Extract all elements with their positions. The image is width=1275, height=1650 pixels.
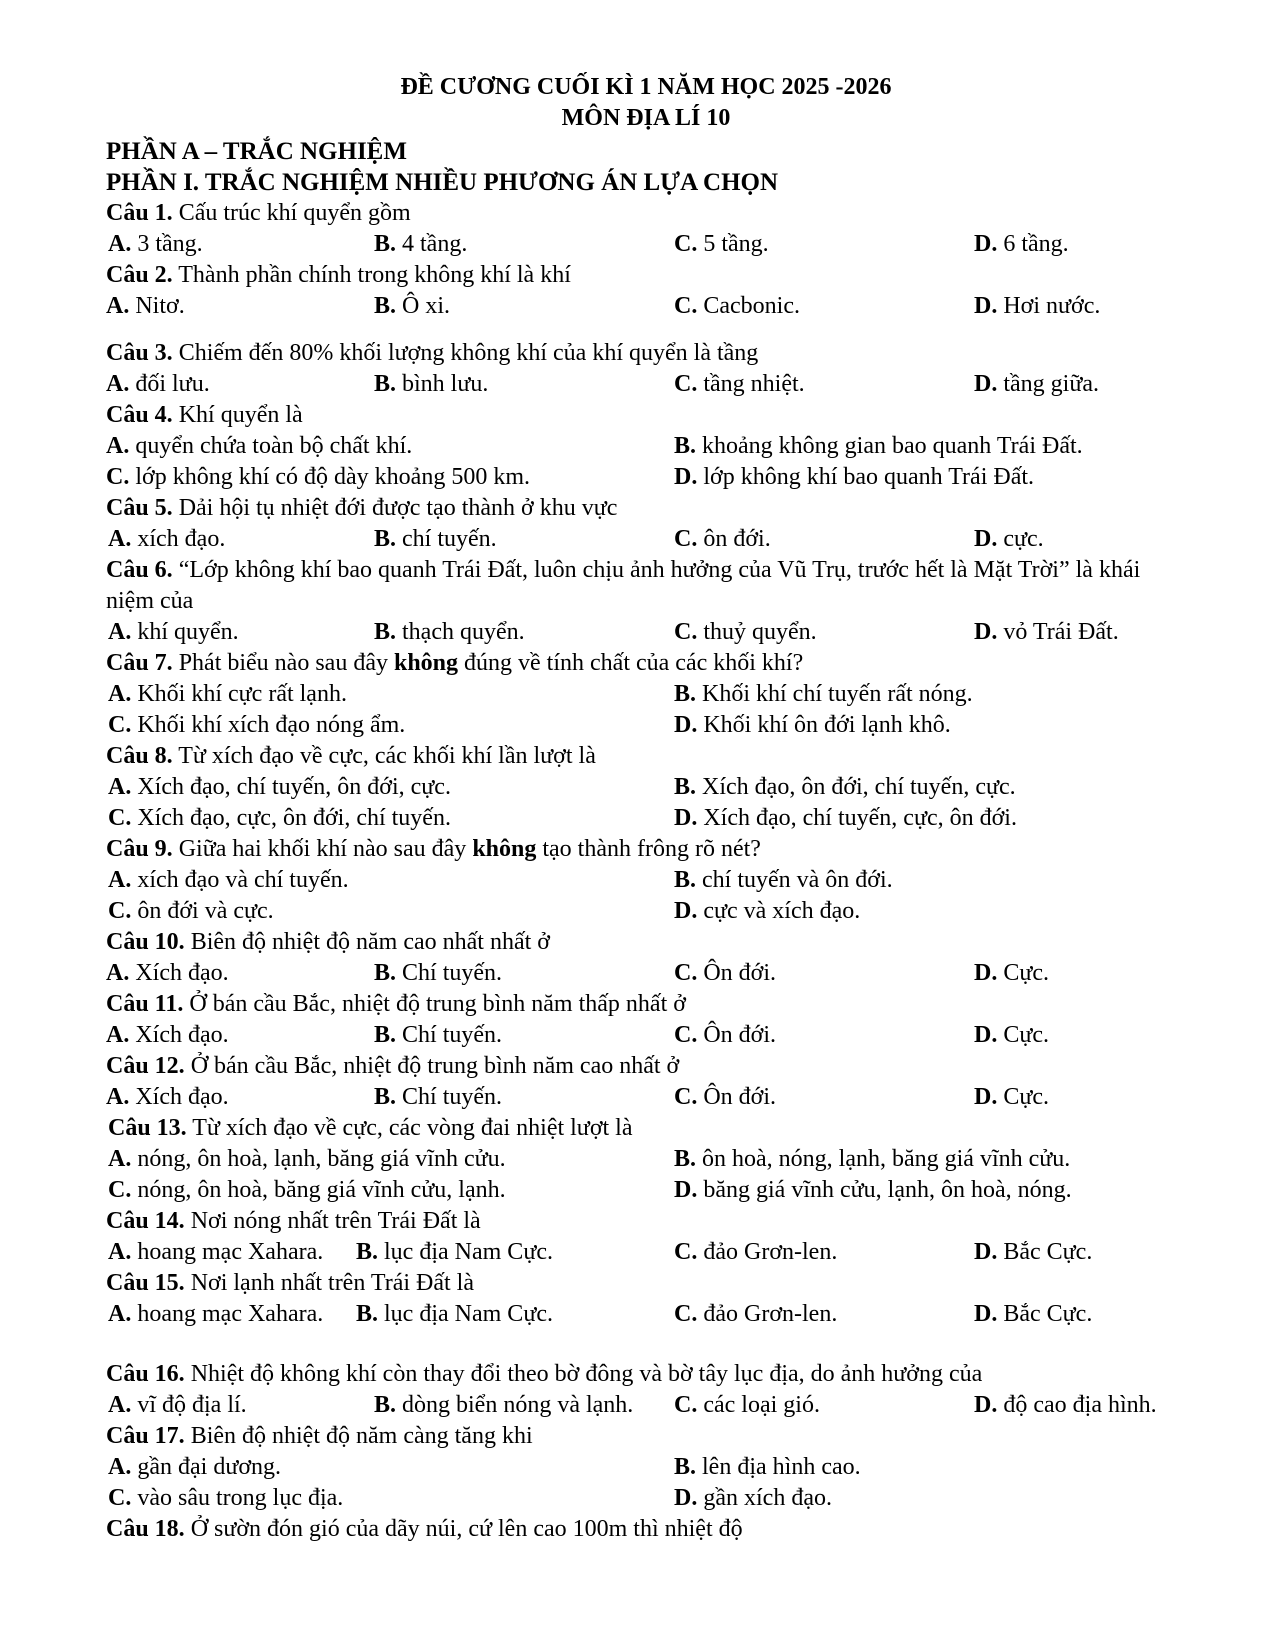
option-label: D.: [974, 526, 998, 552]
option-text: Xích đạo, chí tuyến, ôn đới, cực.: [137, 774, 451, 800]
option-label: D.: [674, 712, 698, 738]
option-b: [374, 291, 450, 322]
answer-row: [106, 229, 1186, 260]
option-label: B.: [674, 867, 697, 893]
question-text: Biên độ nhiệt độ năm càng tăng khi: [190, 1423, 533, 1449]
option-text: cực.: [1003, 526, 1044, 552]
option-label: B.: [374, 231, 397, 257]
question-number: Câu 5.: [106, 495, 173, 521]
option-label: D.: [974, 1084, 998, 1110]
option-label: D.: [974, 960, 998, 986]
question-number: Câu 11.: [106, 991, 184, 1017]
question-number: Câu 14.: [106, 1208, 185, 1234]
option-label: A.: [108, 867, 132, 893]
option-label: D.: [674, 898, 698, 924]
option-a: [106, 431, 412, 462]
question-stem: [106, 834, 1186, 865]
option-b: [374, 617, 525, 648]
option-label: B.: [674, 681, 697, 707]
option-label: C.: [674, 960, 698, 986]
option-d: [974, 291, 1100, 322]
option-label: C.: [674, 231, 698, 257]
option-label: C.: [674, 371, 698, 397]
option-a: [108, 1390, 247, 1421]
option-a: [108, 772, 451, 803]
option-label: D.: [674, 1177, 698, 1203]
option-text: Xích đạo, chí tuyến, cực, ôn đới.: [703, 805, 1017, 831]
option-text: Xích đạo.: [135, 960, 229, 986]
option-label: C.: [108, 1485, 132, 1511]
option-a: [108, 679, 347, 710]
question-text: Khí quyển là: [178, 402, 303, 428]
option-text: vĩ độ địa lí.: [137, 1392, 247, 1418]
option-label: A.: [108, 231, 132, 257]
option-label: C.: [674, 293, 698, 319]
question-stem: [106, 1359, 1186, 1390]
option-b: [356, 1237, 553, 1268]
option-label: B.: [674, 433, 697, 459]
question-stem: [106, 1113, 1186, 1144]
option-label: A.: [108, 619, 132, 645]
answer-row: [106, 1390, 1186, 1421]
question-stem: [106, 648, 1186, 679]
option-label: B.: [356, 1239, 379, 1265]
question-stem: [106, 1206, 1186, 1237]
question-stem: [106, 400, 1186, 431]
option-a: [108, 229, 203, 260]
option-a: [106, 1082, 229, 1113]
option-text: Ôn đới.: [703, 1022, 777, 1048]
option-label: A.: [108, 1239, 132, 1265]
option-c: [108, 1175, 506, 1206]
question-number: Câu 4.: [106, 402, 173, 428]
question-stem: [106, 741, 1186, 772]
answer-row: [106, 710, 1186, 741]
option-label: D.: [974, 1301, 998, 1327]
question-number: Câu 1.: [106, 200, 173, 226]
option-b: [674, 865, 893, 896]
question-text: Nơi nóng nhất trên Trái Đất là: [190, 1208, 481, 1234]
option-text: Ôn đới.: [703, 960, 777, 986]
option-text: gần đại dương.: [137, 1454, 282, 1480]
option-label: C.: [108, 712, 132, 738]
option-text: vào sâu trong lục địa.: [137, 1485, 344, 1511]
option-text: Cực.: [1003, 1022, 1050, 1048]
option-d: [974, 524, 1044, 555]
answer-row: [106, 958, 1186, 989]
option-text: lớp không khí có độ dày khoảng 500 km.: [135, 464, 530, 490]
option-label: A.: [108, 681, 132, 707]
option-a: [106, 958, 229, 989]
question-text: Ở sườn đón gió của dãy núi, cứ lên cao 100m thì nhiệt độ: [190, 1516, 743, 1542]
option-text: thạch quyển.: [402, 619, 525, 645]
option-label: D.: [974, 371, 998, 397]
option-text: Xích đạo.: [135, 1022, 229, 1048]
option-a: [108, 1299, 323, 1330]
question-stem: [106, 1268, 1186, 1299]
option-text: khí quyển.: [137, 619, 239, 645]
question-text: đúng về tính chất của các khối khí?: [464, 650, 804, 676]
option-label: D.: [974, 1239, 998, 1265]
question-stem: [106, 260, 1186, 291]
answer-row: [106, 1082, 1186, 1113]
option-label: B.: [374, 960, 397, 986]
question-number: Câu 12.: [106, 1053, 185, 1079]
option-label: A.: [108, 526, 132, 552]
option-text: Chí tuyến.: [402, 1084, 503, 1110]
answer-row: [106, 1237, 1186, 1268]
question-stem: [106, 989, 1186, 1020]
option-label: B.: [674, 774, 697, 800]
question-text: Thành phần chính trong không khí là khí: [178, 262, 571, 288]
option-text: hoang mạc Xahara.: [137, 1301, 324, 1327]
question-text: Ở bán cầu Bắc, nhiệt độ trung bình năm cao nhất ở: [190, 1053, 680, 1079]
option-b: [674, 772, 1016, 803]
answer-row: [106, 896, 1186, 927]
option-text: đối lưu.: [135, 371, 210, 397]
option-d: [974, 1082, 1049, 1113]
option-d: [674, 1483, 832, 1514]
option-text: Xích đạo, cực, ôn đới, chí tuyến.: [137, 805, 451, 831]
option-b: [374, 1082, 502, 1113]
section-heading-part-a: PHẦN A – TRẮC NGHIỆM: [106, 138, 407, 165]
answer-row: [106, 1020, 1186, 1051]
question-number: Câu 10.: [106, 929, 185, 955]
option-label: D.: [974, 293, 998, 319]
option-c: [674, 369, 805, 400]
question-stem: [106, 198, 1186, 229]
question-number: Câu 9.: [106, 836, 173, 862]
option-label: A.: [106, 1084, 130, 1110]
option-text: nóng, ôn hoà, lạnh, băng giá vĩnh cửu.: [137, 1146, 506, 1172]
spacer: [106, 322, 1186, 338]
question-text: Nhiệt độ không khí còn thay đổi theo bờ đông và bờ tây lục địa, do ảnh hưởng của: [190, 1361, 983, 1387]
option-a: [108, 865, 349, 896]
question-number: Câu 15.: [106, 1270, 185, 1296]
option-text: đảo Grơn-len.: [703, 1239, 838, 1265]
question-text: Biên độ nhiệt độ năm cao nhất nhất ở: [190, 929, 550, 955]
option-a: [108, 1452, 281, 1483]
option-text: Nitơ.: [135, 293, 185, 319]
option-text: các loại gió.: [703, 1392, 820, 1418]
option-label: B.: [374, 1084, 397, 1110]
option-label: B.: [356, 1301, 379, 1327]
option-label: D.: [974, 1022, 998, 1048]
option-label: A.: [108, 1392, 132, 1418]
option-label: D.: [974, 231, 998, 257]
option-c: [674, 1020, 776, 1051]
answer-row: [106, 617, 1186, 648]
option-c: [674, 524, 771, 555]
option-b: [374, 369, 488, 400]
option-label: C.: [674, 1022, 698, 1048]
answer-row: [106, 1144, 1186, 1175]
option-b: [356, 1299, 553, 1330]
option-label: A.: [106, 433, 130, 459]
option-text: chí tuyến và ôn đới.: [702, 867, 893, 893]
option-label: A.: [108, 774, 132, 800]
question-stem: [106, 1514, 1186, 1545]
question-stem: [106, 493, 1186, 524]
option-b: [374, 229, 467, 260]
option-a: [106, 1020, 229, 1051]
option-label: C.: [674, 619, 698, 645]
option-label: C.: [674, 1084, 698, 1110]
question-emphasis: không: [393, 650, 459, 676]
answer-row: [106, 462, 1186, 493]
option-b: [374, 958, 502, 989]
option-label: D.: [674, 1485, 698, 1511]
option-label: D.: [974, 619, 998, 645]
answer-row: [106, 1452, 1186, 1483]
option-label: C.: [674, 1239, 698, 1265]
option-text: tầng nhiệt.: [703, 371, 805, 397]
question-number: Câu 13.: [108, 1115, 187, 1141]
option-a: [108, 1237, 323, 1268]
question-number: Câu 2.: [106, 262, 173, 288]
option-text: tầng giữa.: [1003, 371, 1099, 397]
option-d: [674, 803, 1017, 834]
option-d: [974, 1237, 1092, 1268]
option-label: A.: [106, 1022, 130, 1048]
option-c: [108, 710, 405, 741]
option-text: nóng, ôn hoà, băng giá vĩnh cửu, lạnh.: [137, 1177, 506, 1203]
option-text: 3 tầng.: [137, 231, 203, 257]
option-c: [674, 958, 776, 989]
option-text: ôn đới và cực.: [137, 898, 274, 924]
option-b: [374, 1390, 633, 1421]
option-label: B.: [374, 526, 397, 552]
answer-row: [106, 1483, 1186, 1514]
option-text: lớp không khí bao quanh Trái Đất.: [703, 464, 1035, 490]
answer-row: [106, 1299, 1186, 1330]
question-stem: [106, 555, 1186, 617]
option-d: [974, 1020, 1049, 1051]
option-text: Ôn đới.: [703, 1084, 777, 1110]
option-d: [974, 369, 1099, 400]
option-c: [108, 803, 451, 834]
option-c: [106, 462, 530, 493]
question-text: Nơi lạnh nhất trên Trái Đất là: [190, 1270, 474, 1296]
question-text: Từ xích đạo về cực, các vòng đai nhiệt lượt là: [192, 1115, 633, 1141]
question-stem: [106, 338, 1186, 369]
option-label: C.: [108, 898, 132, 924]
option-text: độ cao địa hình.: [1003, 1392, 1157, 1418]
option-label: B.: [374, 1392, 397, 1418]
option-text: Khối khí cực rất lạnh.: [137, 681, 347, 707]
document-title: ĐỀ CƯƠNG CUỐI KÌ 1 NĂM HỌC 2025 -2026: [400, 74, 892, 100]
option-label: B.: [374, 371, 397, 397]
option-b: [374, 1020, 502, 1051]
option-text: băng giá vĩnh cửu, lạnh, ôn hoà, nóng.: [703, 1177, 1072, 1203]
option-d: [974, 617, 1119, 648]
option-text: Bắc Cực.: [1003, 1301, 1093, 1327]
question-number: Câu 16.: [106, 1361, 185, 1387]
spacer: [106, 1330, 1186, 1359]
option-text: lục địa Nam Cực.: [384, 1301, 553, 1327]
option-text: 5 tầng.: [703, 231, 769, 257]
option-d: [674, 896, 860, 927]
option-label: C.: [108, 805, 132, 831]
option-text: ôn đới.: [703, 526, 771, 552]
option-label: C.: [108, 1177, 132, 1203]
option-b: [674, 1452, 861, 1483]
option-a: [108, 617, 239, 648]
option-b: [674, 679, 973, 710]
answer-row: [106, 431, 1186, 462]
option-text: ôn hoà, nóng, lạnh, băng giá vĩnh cửu.: [702, 1146, 1071, 1172]
question-number: Câu 3.: [106, 340, 173, 366]
option-a: [108, 1144, 506, 1175]
option-text: cực và xích đạo.: [703, 898, 861, 924]
document-subtitle: MÔN ĐỊA LÍ 10: [561, 105, 731, 131]
option-a: [106, 369, 210, 400]
option-label: B.: [374, 1022, 397, 1048]
option-c: [108, 896, 274, 927]
question-stem: [106, 1421, 1186, 1452]
option-a: [106, 291, 185, 322]
answer-row: [106, 679, 1186, 710]
question-text: Cấu trúc khí quyển gồm: [178, 200, 411, 226]
option-text: bình lưu.: [402, 371, 489, 397]
option-d: [974, 1390, 1157, 1421]
question-number: Câu 6.: [106, 557, 173, 583]
option-a: [108, 524, 225, 555]
option-d: [674, 1175, 1072, 1206]
answer-row: [106, 772, 1186, 803]
option-text: Xích đạo, ôn đới, chí tuyến, cực.: [702, 774, 1016, 800]
answer-row: [106, 291, 1186, 322]
question-number: Câu 8.: [106, 743, 173, 769]
option-text: Khối khí ôn đới lạnh khô.: [703, 712, 951, 738]
option-d: [674, 462, 1034, 493]
option-label: A.: [108, 1146, 132, 1172]
question-stem: [106, 1051, 1186, 1082]
option-label: B.: [374, 619, 397, 645]
option-text: Cực.: [1003, 960, 1050, 986]
option-text: 4 tầng.: [402, 231, 468, 257]
option-label: A.: [108, 1454, 132, 1480]
option-text: thuỷ quyển.: [703, 619, 817, 645]
option-text: Cacbonic.: [703, 293, 800, 319]
option-b: [374, 524, 497, 555]
question-number: Câu 18.: [106, 1516, 185, 1542]
question-number: Câu 17.: [106, 1423, 185, 1449]
option-label: D.: [674, 464, 698, 490]
question-text: Chiếm đến 80% khối lượng không khí của khí quyển là tầng: [178, 340, 759, 366]
option-c: [674, 617, 817, 648]
option-c: [674, 291, 800, 322]
option-text: Chí tuyến.: [402, 1022, 503, 1048]
option-text: vỏ Trái Đất.: [1003, 619, 1119, 645]
option-label: B.: [374, 293, 397, 319]
option-label: D.: [974, 1392, 998, 1418]
option-text: 6 tầng.: [1003, 231, 1069, 257]
option-text: lên địa hình cao.: [702, 1454, 861, 1480]
option-c: [674, 1237, 837, 1268]
option-text: chí tuyến.: [402, 526, 497, 552]
answer-row: [106, 1175, 1186, 1206]
option-text: Bắc Cực.: [1003, 1239, 1093, 1265]
question-stem: [106, 927, 1186, 958]
option-label: A.: [108, 1301, 132, 1327]
option-d: [974, 229, 1069, 260]
option-text: dòng biển nóng và lạnh.: [402, 1392, 634, 1418]
option-text: lục địa Nam Cực.: [384, 1239, 553, 1265]
question-text: Dải hội tụ nhiệt đới được tạo thành ở khu vực: [178, 495, 618, 521]
option-c: [674, 229, 769, 260]
option-label: A.: [106, 293, 130, 319]
answer-row: [106, 865, 1186, 896]
option-text: xích đạo và chí tuyến.: [137, 867, 349, 893]
option-text: hoang mạc Xahara.: [137, 1239, 324, 1265]
option-label: C.: [674, 1301, 698, 1327]
answer-row: [106, 803, 1186, 834]
option-label: C.: [674, 1392, 698, 1418]
option-d: [974, 958, 1049, 989]
question-text: “Lớp không khí bao quanh Trái Đất, luôn chịu ảnh hưởng của Vũ Trụ, trước hết là Mặt Trời” là khái niệm của: [106, 557, 1141, 614]
option-label: B.: [674, 1454, 697, 1480]
option-text: Khối khí chí tuyến rất nóng.: [702, 681, 973, 707]
option-text: quyển chứa toàn bộ chất khí.: [135, 433, 413, 459]
option-text: Khối khí xích đạo nóng ẩm.: [137, 712, 406, 738]
option-text: Xích đạo.: [135, 1084, 229, 1110]
option-text: Chí tuyến.: [402, 960, 503, 986]
question-text: Ở bán cầu Bắc, nhiệt độ trung bình năm thấp nhất ở: [189, 991, 686, 1017]
option-label: A.: [106, 960, 130, 986]
option-label: D.: [674, 805, 698, 831]
option-b: [674, 431, 1083, 462]
option-text: xích đạo.: [137, 526, 226, 552]
option-c: [674, 1390, 820, 1421]
option-label: A.: [106, 371, 130, 397]
option-text: Ô xi.: [402, 293, 451, 319]
option-b: [674, 1144, 1070, 1175]
option-label: C.: [106, 464, 130, 490]
option-label: C.: [674, 526, 698, 552]
option-c: [674, 1082, 776, 1113]
question-text: Phát biểu nào sau đây: [178, 650, 388, 676]
question-text: Từ xích đạo về cực, các khối khí lần lượt là: [178, 743, 596, 769]
document-page: [106, 68, 1186, 1545]
question-emphasis: không: [472, 836, 537, 862]
option-text: Cực.: [1003, 1084, 1050, 1110]
question-text: tạo thành frông rõ nét?: [542, 836, 761, 862]
option-c: [674, 1299, 837, 1330]
option-text: đảo Grơn-len.: [703, 1301, 838, 1327]
question-number: Câu 7.: [106, 650, 173, 676]
option-c: [108, 1483, 343, 1514]
option-text: gần xích đạo.: [703, 1485, 832, 1511]
option-text: khoảng không gian bao quanh Trái Đất.: [702, 433, 1083, 459]
answer-row: [106, 369, 1186, 400]
answer-row: [106, 524, 1186, 555]
question-text: Giữa hai khối khí nào sau đây: [178, 836, 467, 862]
option-text: Hơi nước.: [1003, 293, 1101, 319]
option-label: B.: [674, 1146, 697, 1172]
option-d: [674, 710, 951, 741]
option-d: [974, 1299, 1092, 1330]
section-heading-part-1: PHẦN I. TRẮC NGHIỆM NHIỀU PHƯƠNG ÁN LỰA CHỌN: [106, 169, 779, 196]
